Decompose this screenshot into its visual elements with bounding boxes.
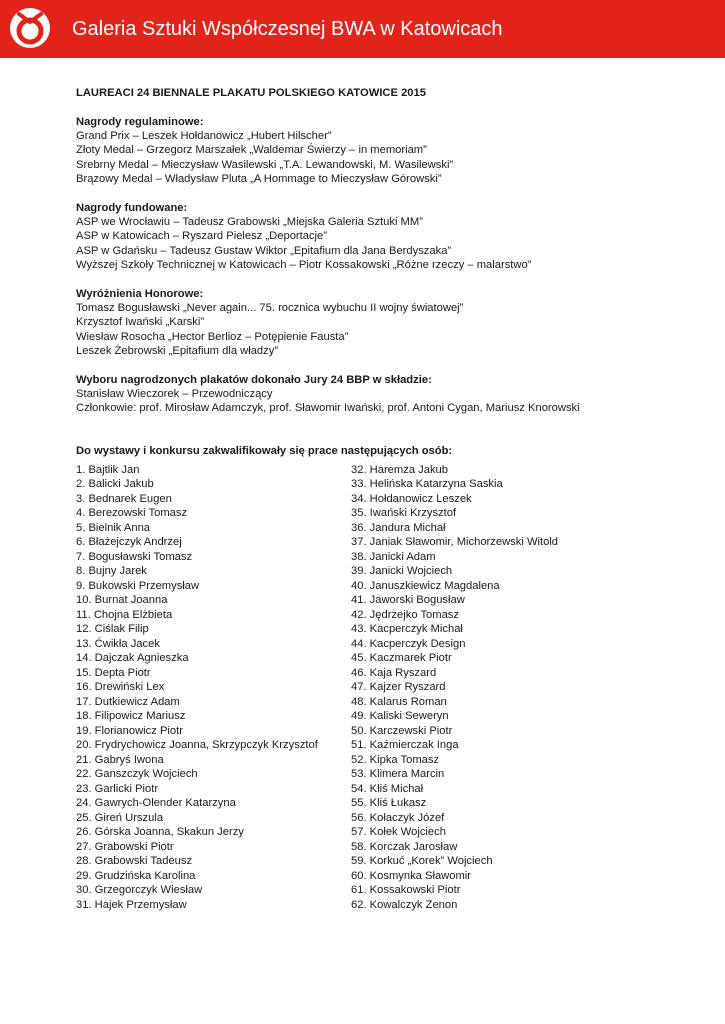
header-title: Galeria Sztuki Współczesnej BWA w Katowicach bbox=[72, 18, 503, 40]
list-item: 4. Berezowski Tomasz bbox=[76, 507, 188, 520]
list-item: 12. Ciślak Filip bbox=[76, 623, 149, 636]
list-item: 57. Kołek Wojciech bbox=[351, 826, 446, 839]
list-item: 42. Jędrzejko Tomasz bbox=[351, 608, 459, 621]
list-item: 15. Depta Piotr bbox=[76, 666, 151, 679]
qualified-list-right bbox=[351, 463, 558, 913]
list-item: 40. Januszkiewicz Magdalena bbox=[351, 579, 500, 592]
list-item: 7. Bogusławski Tomasz bbox=[76, 550, 193, 563]
qualified-list-left bbox=[76, 463, 318, 913]
list-item: 52. Kipka Tomasz bbox=[351, 753, 440, 766]
list-item: 43. Kacperczyk Michał bbox=[351, 623, 463, 636]
list-item: 23. Garlicki Piotr bbox=[76, 782, 159, 795]
list-item: 22. Ganszczyk Wojciech bbox=[76, 768, 198, 781]
jury-line: Członkowie: prof. Mirosław Adamczyk, prof. Sławomir Iwański, prof. Antoni Cygan, Mariusz Knorowski bbox=[76, 402, 580, 415]
list-item: 5. Bielnik Anna bbox=[76, 521, 151, 534]
award-line: Złoty Medal – Grzegorz Marszałek „Waldemar Świerzy – in memoriam” bbox=[76, 144, 427, 157]
document-body bbox=[76, 82, 696, 923]
list-item: 14. Dajczak Agnieszka bbox=[76, 652, 189, 665]
section-heading: Nagrody fundowane: bbox=[76, 201, 188, 214]
section-heading: Wyróżnienia Honorowe: bbox=[76, 287, 204, 300]
list-item: 2. Balicki Jakub bbox=[76, 478, 154, 491]
award-line: ASP w Katowicach – Ryszard Pielesz „Deportacje” bbox=[76, 230, 327, 243]
list-item: 21. Gabryś Iwona bbox=[76, 753, 164, 766]
header-bar bbox=[0, 0, 725, 58]
award-line: Srebrny Medal – Mieczysław Wasilewski „T.A. Lewandowski, M. Wasilewski” bbox=[76, 158, 454, 171]
list-item: 31. Hajek Przemysław bbox=[76, 898, 187, 911]
list-item: 32. Haremza Jakub bbox=[351, 463, 449, 476]
list-item: 13. Ćwikła Jacek bbox=[76, 637, 160, 650]
list-item: 30. Grzegorczyk Wiesław bbox=[76, 884, 203, 897]
list-item: 61. Kossakowski Piotr bbox=[351, 884, 461, 897]
jury-line: Stanisław Wieczorek – Przewodniczący bbox=[76, 388, 273, 401]
list-item: 6. Błażejczyk Andrzej bbox=[76, 536, 182, 549]
award-line: ASP we Wrocławiu – Tadeusz Grabowski „Miejska Galeria Sztuki MM” bbox=[76, 216, 423, 229]
award-line: Wyższej Szkoły Technicznej w Katowicach – Piotr Kossakowski „Różne rzeczy – malarstwo” bbox=[76, 258, 532, 271]
list-item: 11. Chojna Elżbieta bbox=[76, 608, 173, 621]
award-line: Brązowy Medal – Władysław Pluta „A Hommage to Mieczysław Górowski” bbox=[76, 172, 442, 185]
list-item: 50. Karczewski Piotr bbox=[351, 724, 453, 737]
list-item: 19. Florianowicz Piotr bbox=[76, 724, 183, 737]
list-item: 47. Kajzer Ryszard bbox=[351, 681, 446, 694]
list-item: 37. Janiak Sławomir, Michorzewski Witold bbox=[351, 536, 559, 549]
list-item: 39. Janicki Wojciech bbox=[351, 565, 453, 578]
list-item: 62. Kowalczyk Zenon bbox=[351, 898, 458, 911]
list-item: 20. Frydrychowicz Joanna, Skrzypczyk Krzysztof bbox=[76, 739, 318, 752]
list-item: 10. Burnat Joanna bbox=[76, 594, 168, 607]
award-line: Grand Prix – Leszek Hołdanowicz „Hubert Hilscher” bbox=[76, 130, 332, 143]
list-item: 18. Filipowicz Mariusz bbox=[76, 710, 186, 723]
qualified-heading: Do wystawy i konkursu zakwalifikowały się prace następujących osób: bbox=[76, 444, 453, 457]
award-line: Leszek Żebrowski „Epitafium dla władzy” bbox=[76, 344, 279, 357]
list-item: 35. Iwański Krzysztof bbox=[351, 507, 457, 520]
list-item: 26. Górska Joanna, Skakun Jerzy bbox=[76, 826, 244, 839]
list-item: 51. Kaźmierczak Inga bbox=[351, 739, 459, 752]
section-jury bbox=[76, 373, 696, 416]
list-item: 60. Kosmynka Sławomir bbox=[351, 869, 471, 882]
list-item: 41. Jaworski Bogusław bbox=[351, 594, 465, 607]
list-item: 29. Grudzińska Karolina bbox=[76, 869, 196, 882]
list-item: 59. Korkuć „Korek” Wojciech bbox=[351, 855, 493, 868]
list-item: 34. Hołdanowicz Leszek bbox=[351, 492, 472, 505]
award-line: Wiesław Rosocha „Hector Berlioz – Potępienie Fausta” bbox=[76, 330, 349, 343]
section-heading: Wyboru nagrodzonych plakatów dokonało Jury 24 BBP w składzie: bbox=[76, 373, 432, 386]
list-item: 46. Kaja Ryszard bbox=[351, 666, 437, 679]
document-title: LAUREACI 24 BIENNALE PLAKATU POLSKIEGO KATOWICE 2015 bbox=[76, 87, 426, 99]
list-item: 3. Bednarek Eugen bbox=[76, 492, 172, 505]
list-item: 48. Kalarus Roman bbox=[351, 695, 447, 708]
list-item: 25. Gireń Urszula bbox=[76, 811, 164, 824]
list-item: 44. Kacperczyk Design bbox=[351, 637, 466, 650]
list-item: 8. Bujny Jarek bbox=[76, 565, 147, 578]
award-line: ASP w Gdańsku – Tadeusz Gustaw Wiktor „Epitafium dla Jana Berdyszaka” bbox=[76, 244, 452, 257]
list-item: 54. Kliś Michał bbox=[351, 782, 424, 795]
list-item: 38. Janicki Adam bbox=[351, 550, 436, 563]
list-item: 58. Korczak Jarosław bbox=[351, 840, 458, 853]
section-heading: Nagrody regulaminowe: bbox=[76, 115, 204, 128]
section-regulation-awards bbox=[76, 115, 696, 186]
list-item: 1. Bajtlik Jan bbox=[76, 463, 140, 476]
list-item: 27. Grabowski Piotr bbox=[76, 840, 174, 853]
list-item: 9. Bukowski Przemysław bbox=[76, 579, 200, 592]
list-item: 53. Klimera Marcin bbox=[351, 768, 445, 781]
list-item: 24. Gawrych-Olender Katarzyna bbox=[76, 797, 236, 810]
section-honorable-mentions bbox=[76, 287, 696, 358]
list-item: 55. Kliś Łukasz bbox=[351, 797, 427, 810]
list-item: 28. Grabowski Tadeusz bbox=[76, 855, 193, 868]
list-item: 56. Kołaczyk Józef bbox=[351, 811, 445, 824]
bwa-circle-logo-icon bbox=[9, 7, 51, 49]
award-line: Tomasz Bogusławski „Never again... 75. rocznica wybuchu II wojny światowej” bbox=[76, 302, 464, 315]
qualified-list bbox=[76, 463, 696, 923]
award-line: Krzysztof Iwański „Karski” bbox=[76, 316, 205, 329]
list-item: 36. Jandura Michał bbox=[351, 521, 446, 534]
list-item: 16. Drewiński Lex bbox=[76, 681, 165, 694]
list-item: 17. Dutkiewicz Adam bbox=[76, 695, 180, 708]
section-funded-awards bbox=[76, 201, 696, 272]
list-item: 45. Kaczmarek Piotr bbox=[351, 652, 452, 665]
list-item: 33. Helińska Katarzyna Saskia bbox=[351, 478, 503, 491]
list-item: 49. Kaliski Seweryn bbox=[351, 710, 449, 723]
